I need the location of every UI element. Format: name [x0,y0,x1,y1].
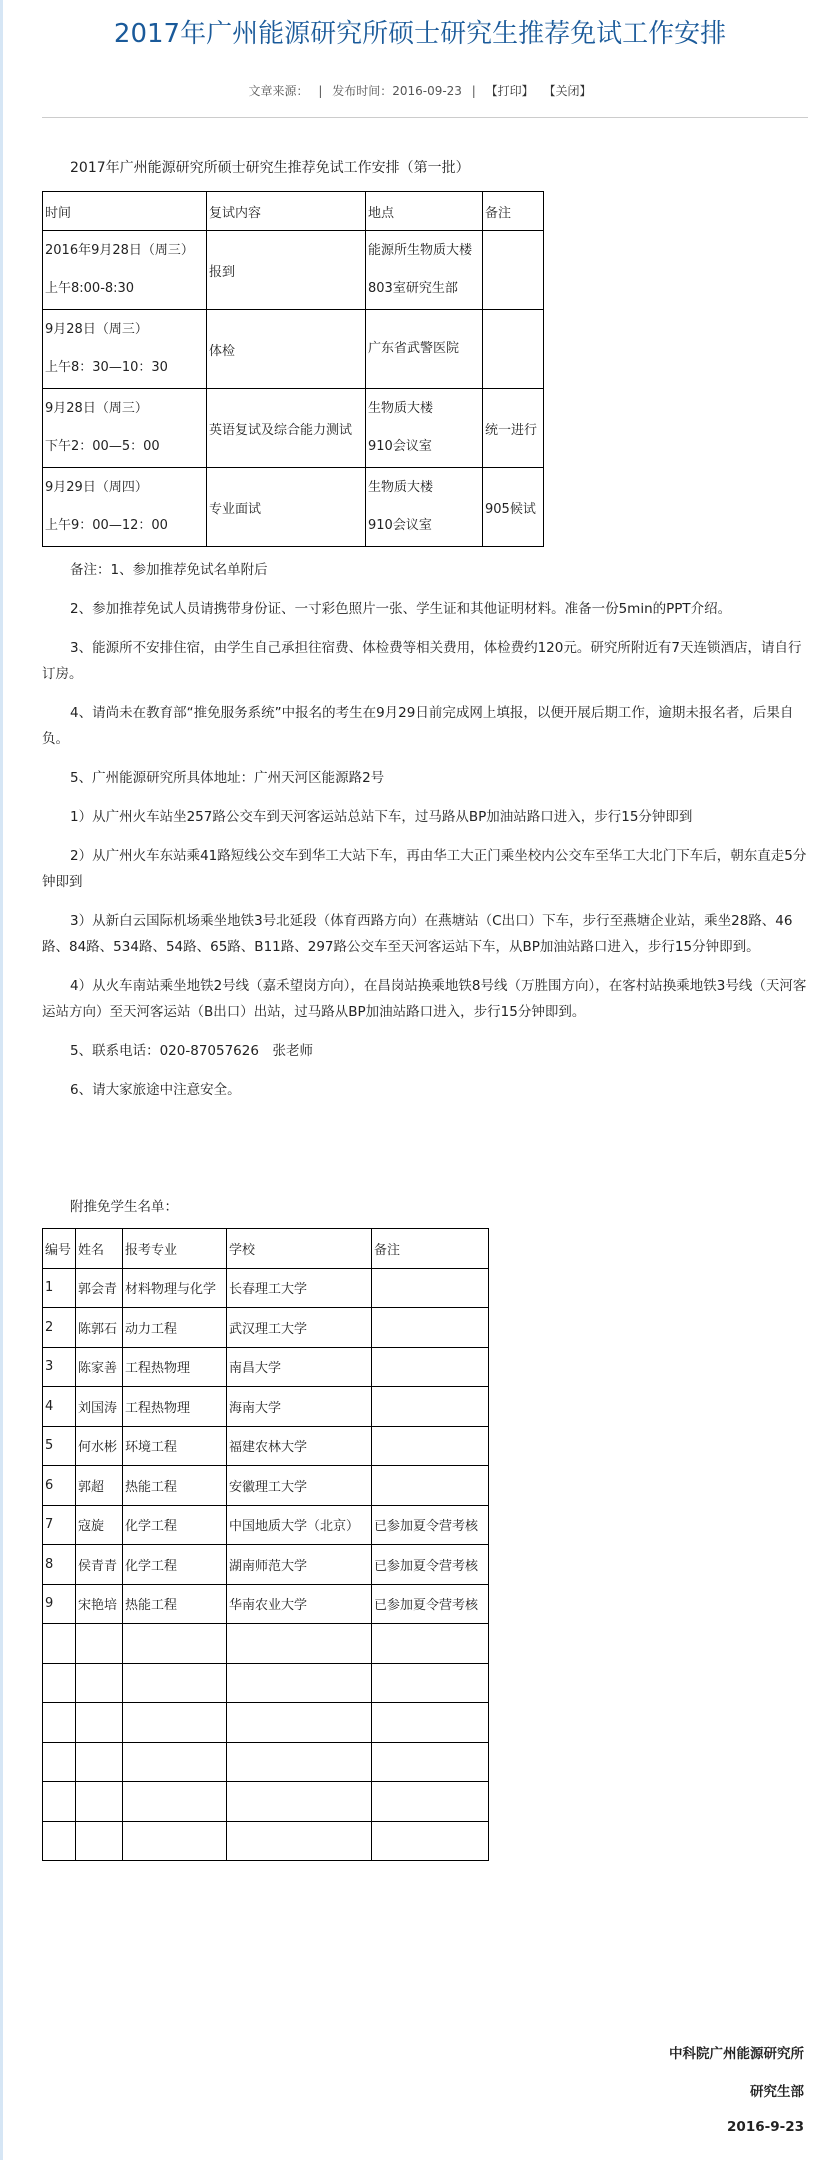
student-cell [372,1268,489,1308]
student-row [43,1742,489,1782]
student-cell [227,1703,372,1743]
schedule-cell-place [366,310,483,389]
student-cell [123,1782,227,1822]
student-row [43,1703,489,1743]
student-cell: 中国地质大学（北京） [227,1505,372,1545]
student-cell: 8 [43,1545,76,1585]
student-cell [372,1742,489,1782]
student-cell: 南昌大学 [227,1347,372,1387]
print-link[interactable]: 【打印】 [485,84,534,98]
student-cell: 福建农林大学 [227,1426,372,1466]
article-meta [0,82,840,99]
student-cell: 已参加夏令营考核 [372,1545,489,1585]
schedule-cell-line: 上午9：00—12：00 [45,518,168,533]
schedule-cell-place [366,231,483,310]
student-cell: 2 [43,1308,76,1348]
student-cell [372,1347,489,1387]
student-cell: 已参加夏令营考核 [372,1584,489,1624]
signature-date: 2016-9-23 [727,2119,804,2135]
page-title: 2017年广州能源研究所硕士研究生推荐免试工作安排 [113,19,727,49]
student-row [43,1821,489,1861]
student-cell [372,1703,489,1743]
student-cell: 化学工程 [123,1505,227,1545]
schedule-table [42,191,544,547]
note-paragraph: 2）从广州火车东站乘41路短线公交车到华工大站下车，再由华工大正门乘坐校内公交车至华工大北门下车后，朝东直走5分钟即到 [42,848,807,890]
notes-section [42,557,808,1103]
student-cell: 郭会青 [76,1268,123,1308]
student-cell: 7 [43,1505,76,1545]
schedule-header-row [43,192,544,231]
article-body [42,155,808,1861]
schedule-header-cell: 备注 [483,192,544,231]
student-cell [372,1308,489,1348]
student-cell [43,1663,76,1703]
schedule-header-cell: 时间 [43,192,207,231]
schedule-cell-line: 9月28日（周三） [45,401,148,416]
student-cell: 郭超 [76,1466,123,1506]
schedule-cell-note: 905候试 [483,468,544,547]
student-cell [372,1624,489,1664]
student-cell: 热能工程 [123,1466,227,1506]
signature-dept: 研究生部 [750,2084,804,2100]
student-cell [123,1742,227,1782]
student-cell: 湖南师范大学 [227,1545,372,1585]
student-header-row [43,1229,489,1269]
note-paragraph: 1）从广州火车站坐257路公交车到天河客运站总站下车，过马路从BP加油站路口进入，步行15分钟即到 [70,809,693,825]
article-subtitle: 2017年广州能源研究所硕士研究生推荐免试工作安排（第一批） [70,160,470,176]
student-cell: 已参加夏令营考核 [372,1505,489,1545]
student-row [43,1782,489,1822]
student-cell: 3 [43,1347,76,1387]
schedule-cell-content: 专业面试 [207,468,366,547]
student-row [43,1308,489,1348]
student-cell [76,1703,123,1743]
schedule-row [43,389,544,468]
student-cell: 动力工程 [123,1308,227,1348]
student-row [43,1347,489,1387]
student-row [43,1545,489,1585]
student-cell: 海南大学 [227,1387,372,1427]
student-cell [372,1387,489,1427]
student-cell: 4 [43,1387,76,1427]
student-header-cell: 编号 [43,1229,76,1269]
student-cell [123,1624,227,1664]
student-cell [43,1624,76,1664]
student-cell: 环境工程 [123,1426,227,1466]
schedule-cell-line: 9月28日（周三） [45,322,148,337]
source-label: 文章来源： [248,84,309,98]
student-cell [76,1663,123,1703]
schedule-cell-line: 上午8：30—10：30 [45,360,168,375]
note-paragraph: 3、能源所不安排住宿，由学生自己承担往宿费、体检费等相关费用，体检费约120元。研究所附近有7天连锁酒店，请自行订房。 [42,640,802,682]
schedule-cell-time [43,231,207,310]
schedule-cell-line: 生物质大楼 [368,480,434,495]
schedule-header-cell: 地点 [366,192,483,231]
note-paragraph: 5、广州能源研究所具体地址：广州天河区能源路2号 [70,770,385,786]
student-cell [227,1782,372,1822]
student-cell [372,1466,489,1506]
note-paragraph: 3）从新白云国际机场乘坐地铁3号北延段（体育西路方向）在燕塘站（C出口）下车，步行至燕塘企业站，乘坐28路、46路、84路、534路、54路、65路、B11路、297路公交车至天河客运站下车，从BP加油站路口进入，步行15分钟即到。 [42,913,793,955]
schedule-cell-line: 2016年9月28日（周三） [45,243,194,258]
note-paragraph: 6、请大家旅途中注意安全。 [70,1082,241,1098]
signature-org: 中科院广州能源研究所 [669,2046,804,2062]
student-cell: 9 [43,1584,76,1624]
schedule-cell-note [483,310,544,389]
schedule-cell-line: 上午8:00-8:30 [45,281,135,296]
student-cell: 热能工程 [123,1584,227,1624]
student-list-title: 附推免学生名单： [70,1199,178,1215]
student-cell: 长春理工大学 [227,1268,372,1308]
student-cell: 工程热物理 [123,1387,227,1427]
note-paragraph: 2、参加推荐免试人员请携带身份证、一寸彩色照片一张、学生证和其他证明材料。准备一份5min的PPT介绍。 [70,601,732,617]
student-cell: 武汉理工大学 [227,1308,372,1348]
schedule-row [43,310,544,389]
note-paragraph: 备注：1、参加推荐免试名单附后 [70,562,268,578]
student-row [43,1426,489,1466]
student-cell: 1 [43,1268,76,1308]
schedule-cell-line: 下午2：00—5：00 [45,439,160,454]
student-cell [43,1821,76,1861]
schedule-cell-line: 能源所生物质大楼 [368,243,473,258]
schedule-cell-line: 9月29日（周四） [45,480,148,495]
schedule-cell-note [483,231,544,310]
student-cell [43,1782,76,1822]
schedule-cell-content: 报到 [207,231,366,310]
schedule-cell-time [43,468,207,547]
student-cell [372,1426,489,1466]
schedule-cell-place [366,389,483,468]
student-cell [76,1624,123,1664]
student-cell: 安徽理工大学 [227,1466,372,1506]
schedule-cell-note: 统一进行 [483,389,544,468]
note-paragraph: 4）从火车南站乘坐地铁2号线（嘉禾望岗方向），在昌岗站换乘地铁8号线（万胜围方向），在客村站换乘地铁3号线（天河客运站方向）至天河客运站（B出口）出站，过马路从BP加油站路口进入，步行15分钟即到。 [42,978,807,1020]
student-cell: 宋艳培 [76,1584,123,1624]
schedule-cell-line: 910会议室 [368,518,432,533]
student-table [42,1228,489,1861]
student-cell [227,1742,372,1782]
schedule-cell-place [366,468,483,547]
student-cell [227,1663,372,1703]
student-cell [43,1703,76,1743]
student-cell [76,1821,123,1861]
student-cell [372,1782,489,1822]
student-cell: 6 [43,1466,76,1506]
left-border-decoration [0,0,3,2160]
meta-separator: | [471,84,476,98]
student-cell [43,1742,76,1782]
student-cell: 寇旋 [76,1505,123,1545]
student-row [43,1268,489,1308]
student-header-cell: 姓名 [76,1229,123,1269]
student-cell: 侯青青 [76,1545,123,1585]
student-cell [372,1663,489,1703]
publish-time: 发布时间：2016-09-23 [332,84,462,98]
student-cell: 陈家善 [76,1347,123,1387]
student-row [43,1466,489,1506]
student-cell [227,1624,372,1664]
schedule-cell-content: 英语复试及综合能力测试 [207,389,366,468]
student-row [43,1505,489,1545]
schedule-header-cell: 复试内容 [207,192,366,231]
schedule-row [43,468,544,547]
schedule-cell-line: 803室研究生部 [368,281,458,296]
schedule-cell-time [43,310,207,389]
meta-divider [42,117,808,118]
student-row [43,1624,489,1664]
student-cell [123,1703,227,1743]
meta-separator: | [318,84,323,98]
student-cell: 5 [43,1426,76,1466]
close-link[interactable]: 【关闭】 [543,84,592,98]
student-row [43,1387,489,1427]
student-header-cell: 备注 [372,1229,489,1269]
student-cell: 陈郭石 [76,1308,123,1348]
student-cell: 华南农业大学 [227,1584,372,1624]
schedule-cell-line: 广东省武警医院 [368,341,460,356]
student-row [43,1584,489,1624]
student-cell: 工程热物理 [123,1347,227,1387]
student-header-cell: 报考专业 [123,1229,227,1269]
schedule-cell-time [43,389,207,468]
note-paragraph: 4、请尚未在教育部“推免服务系统”中报名的考生在9月29日前完成网上填报，以便开展后期工作，逾期未报名者，后果自负。 [42,705,794,747]
student-cell [227,1821,372,1861]
note-paragraph: 5、联系电话：020-87057626 张老师 [70,1043,313,1059]
student-cell: 刘国涛 [76,1387,123,1427]
schedule-row [43,231,544,310]
student-cell [76,1782,123,1822]
student-cell: 材料物理与化学 [123,1268,227,1308]
schedule-cell-line: 生物质大楼 [368,401,434,416]
student-cell: 何水彬 [76,1426,123,1466]
student-row [43,1663,489,1703]
schedule-cell-content: 体检 [207,310,366,389]
student-cell [123,1821,227,1861]
student-cell [123,1663,227,1703]
student-cell [76,1742,123,1782]
student-cell [372,1821,489,1861]
student-header-cell: 学校 [227,1229,372,1269]
schedule-cell-line: 910会议室 [368,439,432,454]
student-cell: 化学工程 [123,1545,227,1585]
